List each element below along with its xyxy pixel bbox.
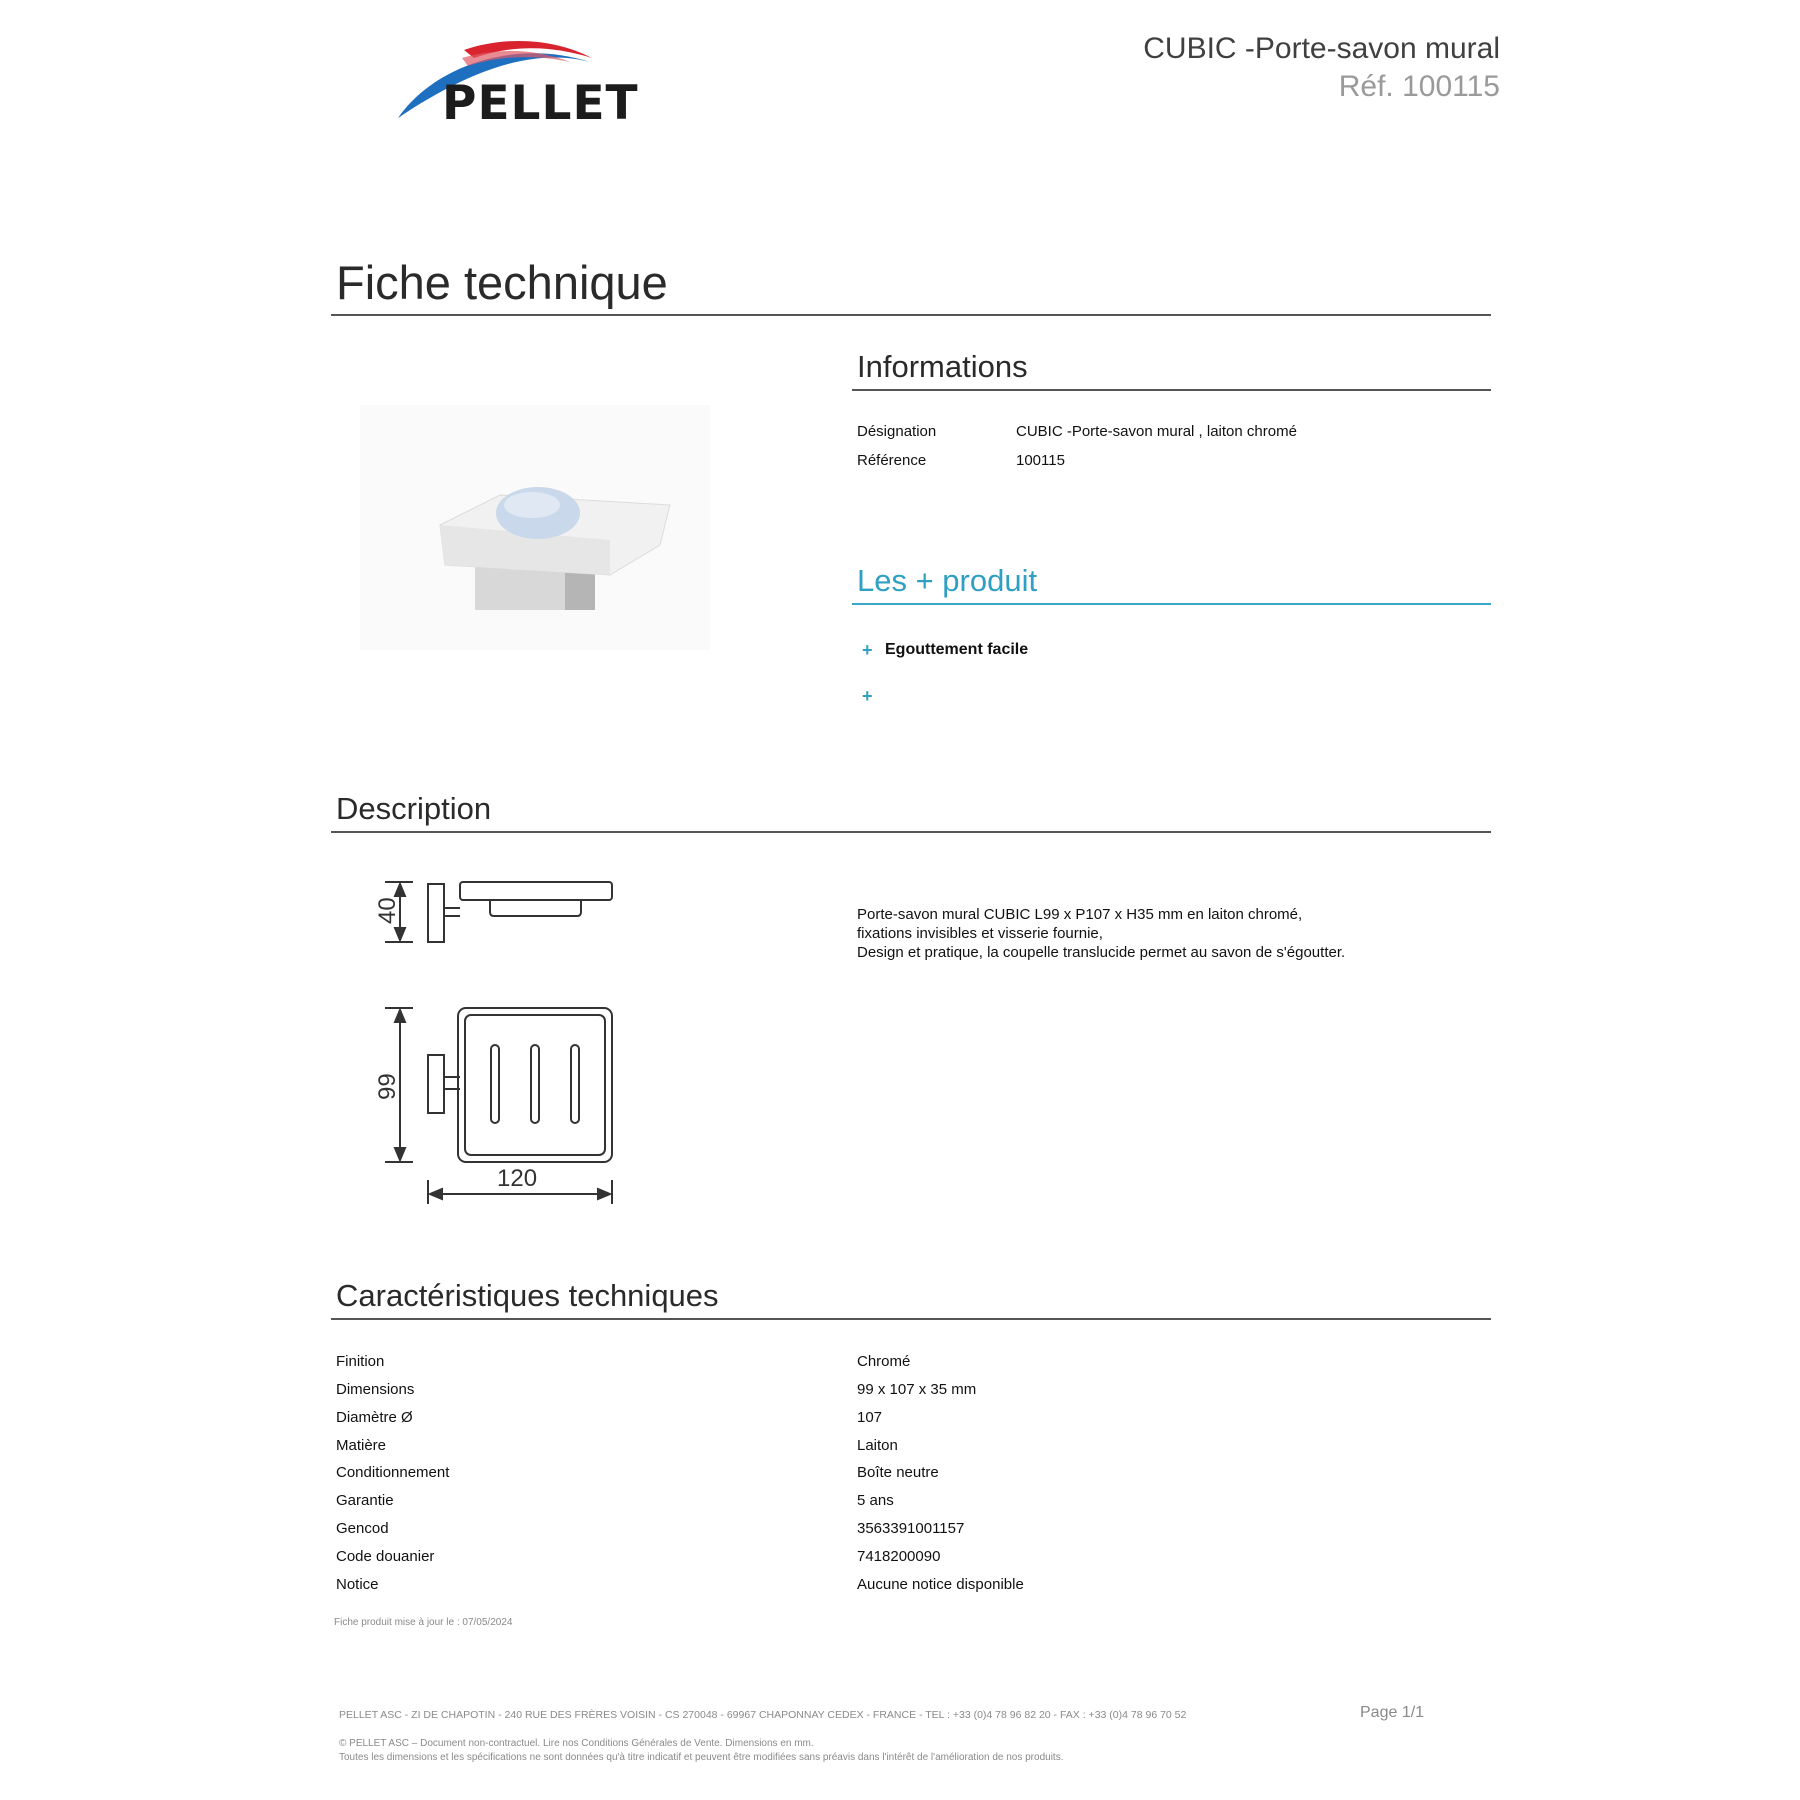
description-line: Porte-savon mural CUBIC L99 x P107 x H35 mm en laiton chromé, — [857, 906, 1303, 923]
description-rule — [331, 831, 1491, 833]
title-rule — [331, 314, 1491, 316]
info-label-designation: Désignation — [857, 423, 937, 440]
spec-row — [0, 1464, 1000, 1488]
footer-copyright-line: © PELLET ASC – Document non-contractuel. Lire nos Conditions Générales de Vente. Dimensions en mm. — [339, 1738, 814, 1749]
spec-value: Chromé — [857, 1353, 911, 1370]
spec-row — [0, 1520, 1000, 1544]
caracteristiques-rule — [331, 1318, 1491, 1320]
spec-row — [0, 1409, 1000, 1433]
spec-row — [0, 1548, 1000, 1572]
spec-row — [0, 1381, 1000, 1405]
dim-depth-label: 99 — [374, 1073, 401, 1100]
spec-label: Garantie — [336, 1492, 394, 1509]
footer-address: PELLET ASC - ZI DE CHAPOTIN - 240 RUE DES FRÈRES VOISIN - CS 270048 - 69967 CHAPONNAY CEDEX - FRANCE - TEL : +33 (0)4 78 96 82 20 - FAX : +33 (0)4 78 96 70 52 — [339, 1709, 1187, 1721]
spec-row — [0, 1492, 1000, 1516]
spec-label: Notice — [336, 1576, 379, 1593]
header-product-title: CUBIC -Porte-savon mural — [1143, 32, 1500, 65]
spec-row — [0, 1576, 1024, 1600]
footer-copyright-line: Toutes les dimensions et les spécifications ne sont données qu'à titre indicatif et peuvent être modifiées sans préavis dans l'intérêt de l'amélioration de nos produits. — [339, 1752, 1064, 1763]
logo-text: PELLET — [442, 76, 639, 131]
description-heading: Description — [336, 791, 492, 826]
dim-width-label: 120 — [497, 1165, 538, 1192]
update-date: Fiche produit mise à jour le : 07/05/2024 — [334, 1617, 513, 1628]
page-number: Page 1/1 — [1360, 1704, 1425, 1721]
spec-value: 7418200090 — [857, 1548, 941, 1565]
spec-value: 5 ans — [857, 1492, 894, 1509]
spec-value: Aucune notice disponible — [857, 1576, 1024, 1593]
spec-label: Gencod — [336, 1520, 389, 1537]
description-line: Design et pratique, la coupelle translucide permet au savon de s'égoutter. — [857, 944, 1346, 961]
spec-value: 107 — [857, 1409, 883, 1426]
spec-value: Boîte neutre — [857, 1464, 939, 1481]
header-product-ref: Réf. 100115 — [1338, 70, 1500, 103]
description-text — [857, 905, 1345, 962]
info-value-reference: 100115 — [1016, 452, 1065, 469]
spec-label: Matière — [336, 1437, 387, 1454]
spec-value: 99 x 107 x 35 mm — [857, 1381, 977, 1398]
dim-height-label: 40 — [374, 897, 401, 924]
info-value-designation: CUBIC -Porte-savon mural , laiton chromé — [1016, 423, 1297, 440]
footer-copyright — [339, 1737, 1063, 1765]
spec-row — [0, 1437, 1000, 1461]
feature-item: Egouttement facile — [885, 641, 1029, 658]
spec-row — [0, 1353, 1000, 1377]
plus-produit-heading: Les + produit — [857, 563, 1038, 598]
plus-icon: + — [862, 640, 873, 660]
plus-icon: + — [862, 686, 873, 706]
technical-drawing — [355, 870, 625, 1220]
informations-rule — [852, 389, 1491, 391]
spec-value: Laiton — [857, 1437, 898, 1454]
caracteristiques-heading: Caractéristiques techniques — [336, 1278, 719, 1313]
informations-heading: Informations — [857, 349, 1028, 384]
description-line: fixations invisibles et visserie fournie, — [857, 925, 1103, 942]
product-photo — [360, 405, 710, 650]
spec-label: Finition — [336, 1353, 385, 1370]
spec-label: Conditionnement — [336, 1464, 450, 1481]
spec-label: Dimensions — [336, 1381, 415, 1398]
spec-label: Code douanier — [336, 1548, 435, 1565]
plus-produit-rule — [852, 603, 1491, 605]
info-label-reference: Référence — [857, 452, 927, 469]
spec-label: Diamètre Ø — [336, 1409, 413, 1426]
pellet-logo — [394, 36, 644, 131]
spec-value: 3563391001157 — [857, 1520, 965, 1537]
page-title: Fiche technique — [336, 256, 668, 309]
